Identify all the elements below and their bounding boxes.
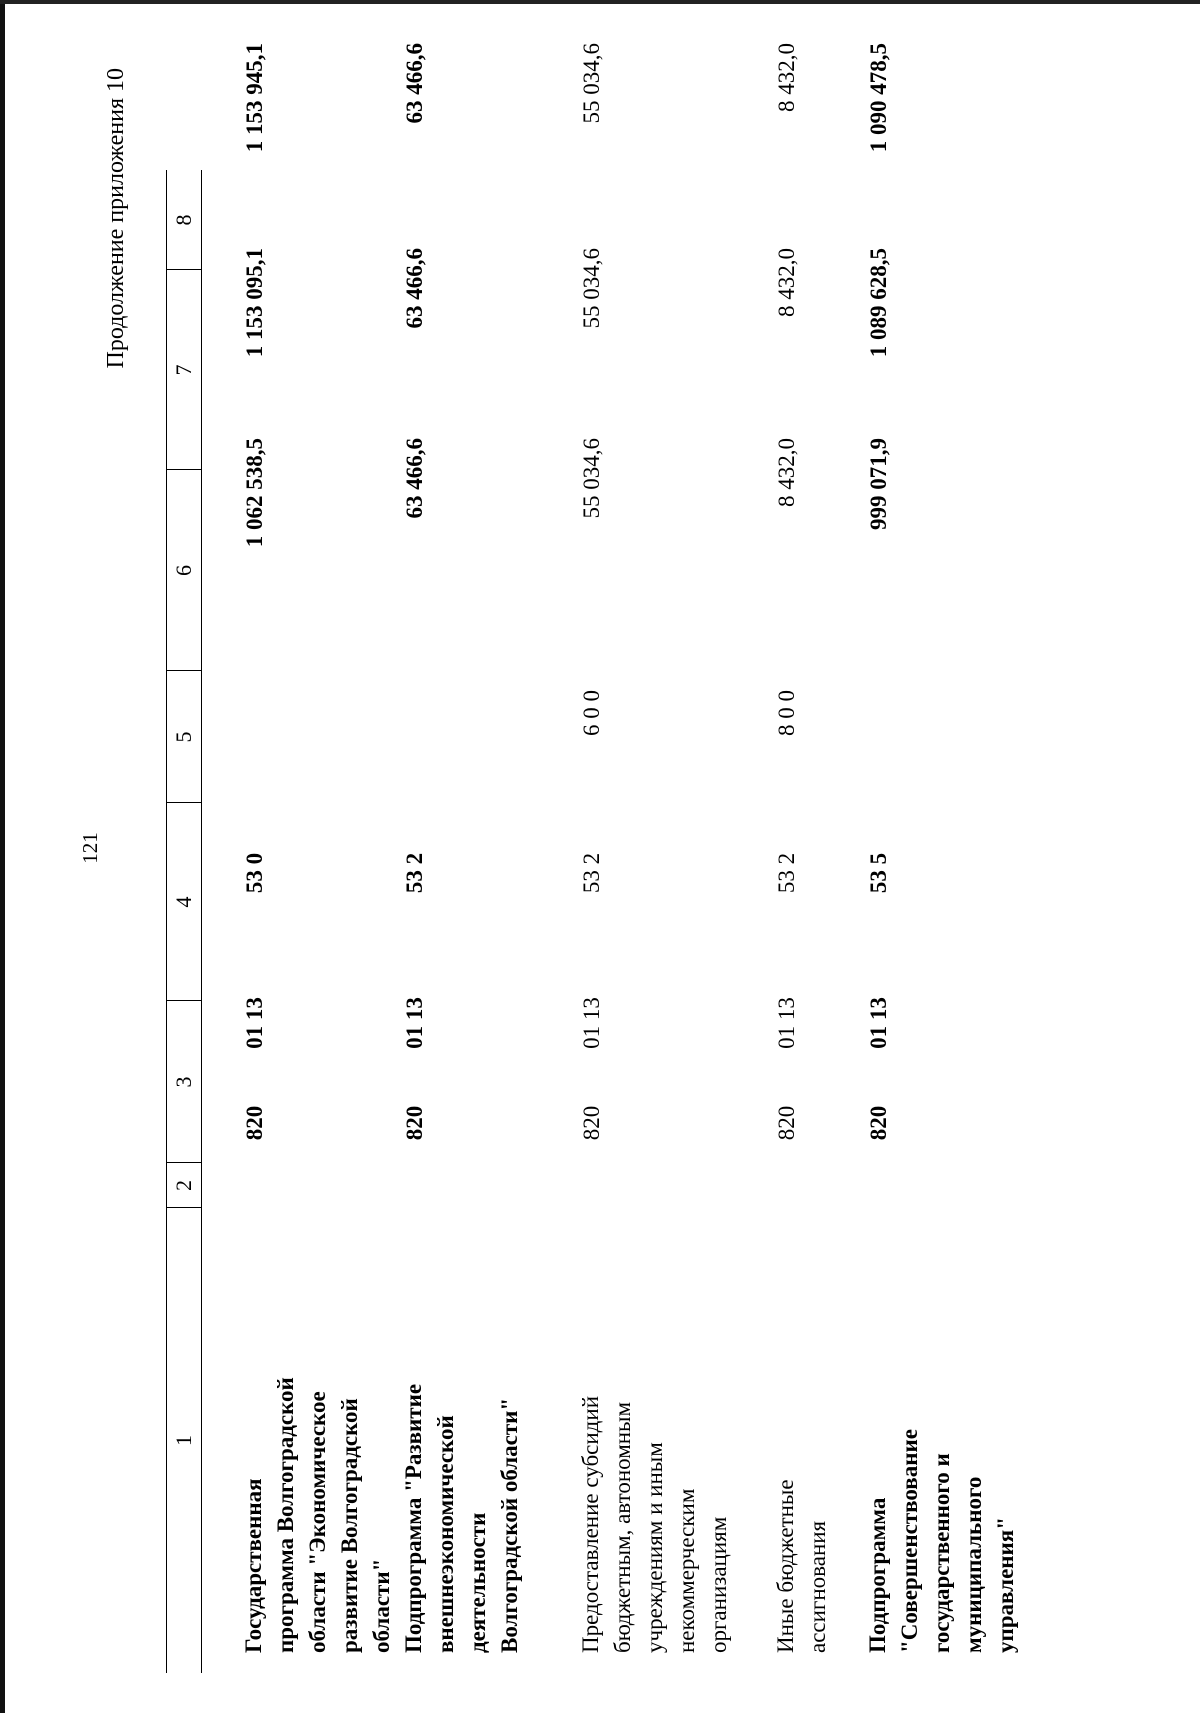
row-name: Государственная программа Волгоградской области "Экономическое развитие Волгоградской области": [241, 1377, 394, 1653]
cell-section-code: 01 13: [866, 997, 891, 1049]
cell-amount-col8: 1 153 945,1: [242, 43, 267, 153]
cell-expense-type: 6 0 0: [579, 690, 604, 736]
cell-section-code: 01 13: [774, 997, 799, 1049]
row-name: Предоставление субсидий бюджетным, автономным учреждениям и иным некоммерческим организациям: [578, 1396, 731, 1653]
cell-program-code: 53 2: [402, 852, 427, 894]
cell-section-code: 01 13: [402, 997, 427, 1049]
header-rule-bottom: [201, 170, 202, 1673]
cell-amount-col8: 8 432,0: [774, 43, 799, 112]
cell-program-code: 53 5: [866, 852, 891, 894]
cell-amount-col7: 8 432,0: [774, 248, 799, 317]
cell-program-code: 53 0: [242, 852, 267, 894]
cell-ministry-code: 820: [774, 1105, 799, 1141]
cell-amount-col6: 63 466,6: [402, 438, 427, 519]
cell-amount-col7: 55 034,6: [579, 248, 604, 329]
cell-program-code: 53 2: [774, 852, 799, 894]
cell-ministry-code: 820: [242, 1105, 267, 1141]
column-number: 2: [171, 1180, 196, 1191]
cell-amount-col6: 8 432,0: [774, 438, 799, 507]
column-number: 8: [171, 214, 196, 226]
column-number: 5: [171, 731, 196, 743]
cell-amount-col8: 55 034,6: [579, 43, 604, 124]
cell-section-code: 01 13: [242, 997, 267, 1049]
cell-amount-col8: 1 090 478,5: [866, 43, 891, 153]
column-number: 4: [171, 896, 196, 908]
cell-amount-col7: 63 466,6: [402, 248, 427, 329]
row-name: Подпрограмма "Совершенствование государственного и муниципального управления": [865, 1429, 1018, 1653]
cell-section-code: 01 13: [579, 997, 604, 1049]
cell-ministry-code: 820: [402, 1105, 427, 1141]
cell-amount-col6: 1 062 538,5: [242, 438, 267, 548]
cell-ministry-code: 820: [579, 1105, 604, 1141]
cell-amount-col6: 55 034,6: [579, 438, 604, 519]
page-number: 121: [78, 832, 102, 864]
column-number: 3: [171, 1076, 196, 1088]
continuation-note: Продолжение приложения 10: [103, 68, 129, 369]
column-number: 7: [171, 364, 196, 376]
cell-program-code: 53 2: [579, 852, 604, 894]
cell-amount-col6: 999 071,9: [866, 438, 891, 530]
header-rule-top: [166, 170, 167, 1673]
column-number: 6: [171, 565, 196, 576]
cell-amount-col8: 63 466,6: [402, 43, 427, 124]
column-number: 1: [171, 1435, 196, 1446]
cell-ministry-code: 820: [866, 1105, 891, 1141]
cell-expense-type: 8 0 0: [774, 690, 799, 736]
cell-amount-col7: 1 089 628,5: [866, 248, 891, 358]
cell-amount-col7: 1 153 095,1: [242, 248, 267, 358]
row-name: Подпрограмма "Развитие внешнеэкономической деятельности Волгоградской области": [401, 1383, 522, 1653]
row-name: Иные бюджетные ассигнования: [773, 1479, 830, 1653]
